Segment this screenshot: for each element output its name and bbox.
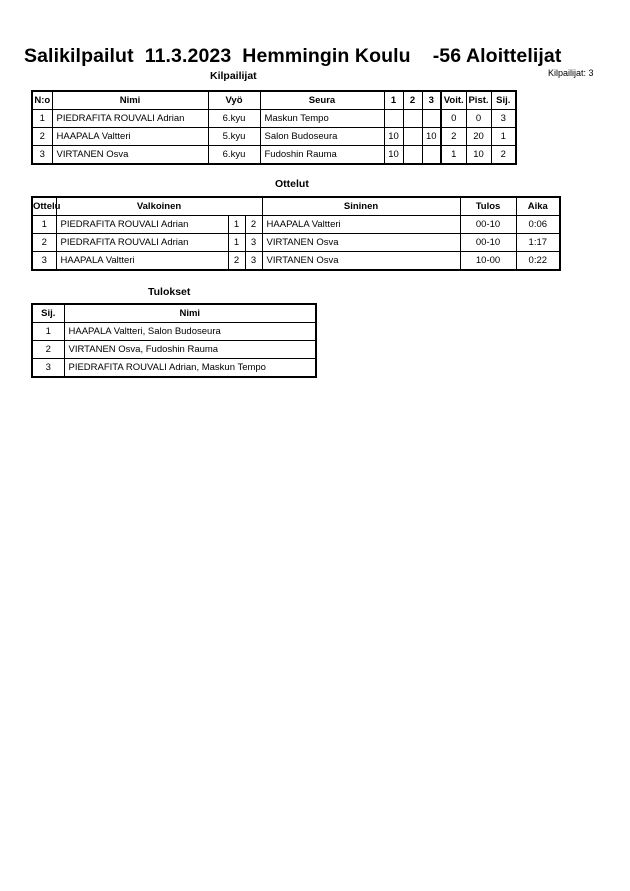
cell-belt: 5.kyu — [208, 128, 260, 146]
cell-blue-no: 3 — [245, 252, 262, 271]
cell-time: 0:22 — [516, 252, 560, 271]
cell-white-no: 1 — [228, 216, 245, 234]
matches-heading: Ottelut — [275, 178, 309, 190]
col-header: 3 — [422, 91, 441, 110]
table-row — [32, 146, 516, 165]
table-row — [32, 359, 316, 378]
cell-blue: VIRTANEN Osva — [262, 252, 460, 271]
col-header: Tulos — [460, 197, 516, 216]
cell-belt: 6.kyu — [208, 146, 260, 165]
table-row — [32, 110, 516, 128]
cell-wins: 1 — [441, 146, 466, 165]
cell-white-no: 2 — [228, 252, 245, 271]
table-row — [32, 234, 560, 252]
cell-club: Salon Budoseura — [260, 128, 384, 146]
page-title: Salikilpailut 11.3.2023 Hemmingin Koulu -56 Aloittelijat — [24, 45, 562, 67]
cell-white-no: 1 — [228, 234, 245, 252]
cell-club: Fudoshin Rauma — [260, 146, 384, 165]
col-header: Voit. — [441, 91, 466, 110]
cell-name-club: VIRTANEN Osva, Fudoshin Rauma — [64, 341, 316, 359]
cell-blue-no: 2 — [245, 216, 262, 234]
table-row — [32, 252, 560, 271]
table-row — [32, 341, 316, 359]
cell-white: PIEDRAFITA ROUVALI Adrian — [56, 234, 228, 252]
cell-score-1: 10 — [384, 128, 403, 146]
table-row — [32, 216, 560, 234]
cell-match-number: 1 — [32, 216, 56, 234]
col-header: Vyö — [208, 91, 260, 110]
cell-blue: HAAPALA Valtteri — [262, 216, 460, 234]
col-header: Ottelu — [32, 197, 56, 216]
cell-points: 20 — [466, 128, 491, 146]
col-header: N:o — [32, 91, 52, 110]
cell-club: Maskun Tempo — [260, 110, 384, 128]
col-header: Sij. — [32, 304, 64, 323]
cell-name: PIEDRAFITA ROUVALI Adrian — [52, 110, 208, 128]
cell-score-1 — [384, 110, 403, 128]
cell-score-2 — [403, 146, 422, 165]
results-heading: Tulokset — [148, 286, 191, 298]
col-header: Pist. — [466, 91, 491, 110]
cell-name: HAAPALA Valtteri — [52, 128, 208, 146]
cell-blue: VIRTANEN Osva — [262, 234, 460, 252]
col-header: Nimi — [64, 304, 316, 323]
cell-score-3 — [422, 110, 441, 128]
competitors-heading: Kilpailijat — [210, 70, 257, 82]
cell-white: HAAPALA Valtteri — [56, 252, 228, 271]
cell-result: 00-10 — [460, 234, 516, 252]
cell-number: 3 — [32, 146, 52, 165]
results-header-row — [32, 304, 316, 323]
cell-number: 2 — [32, 128, 52, 146]
cell-score-1: 10 — [384, 146, 403, 165]
cell-score-3: 10 — [422, 128, 441, 146]
participants-count: Kilpailijat: 3 — [548, 68, 594, 78]
cell-time: 0:06 — [516, 216, 560, 234]
cell-white: PIEDRAFITA ROUVALI Adrian — [56, 216, 228, 234]
cell-wins: 0 — [441, 110, 466, 128]
cell-wins: 2 — [441, 128, 466, 146]
cell-score-3 — [422, 146, 441, 165]
matches-table — [31, 196, 561, 271]
cell-match-number: 3 — [32, 252, 56, 271]
col-header: Valkoinen — [56, 197, 262, 216]
competitors-table — [31, 90, 517, 165]
table-row — [32, 128, 516, 146]
cell-points: 10 — [466, 146, 491, 165]
cell-rank: 3 — [491, 110, 516, 128]
col-header: Seura — [260, 91, 384, 110]
cell-number: 1 — [32, 110, 52, 128]
cell-rank: 3 — [32, 359, 64, 378]
cell-result: 10-00 — [460, 252, 516, 271]
col-header: Aika — [516, 197, 560, 216]
cell-belt: 6.kyu — [208, 110, 260, 128]
cell-score-2 — [403, 110, 422, 128]
cell-score-2 — [403, 128, 422, 146]
competitors-header-row — [32, 91, 516, 110]
cell-match-number: 2 — [32, 234, 56, 252]
col-header: Sij. — [491, 91, 516, 110]
cell-rank: 2 — [491, 146, 516, 165]
cell-time: 1:17 — [516, 234, 560, 252]
col-header: Nimi — [52, 91, 208, 110]
col-header: 2 — [403, 91, 422, 110]
cell-result: 00-10 — [460, 216, 516, 234]
cell-name: VIRTANEN Osva — [52, 146, 208, 165]
cell-points: 0 — [466, 110, 491, 128]
cell-rank: 2 — [32, 341, 64, 359]
cell-name-club: PIEDRAFITA ROUVALI Adrian, Maskun Tempo — [64, 359, 316, 378]
cell-rank: 1 — [32, 323, 64, 341]
table-row — [32, 323, 316, 341]
matches-header-row — [32, 197, 560, 216]
cell-rank: 1 — [491, 128, 516, 146]
cell-blue-no: 3 — [245, 234, 262, 252]
cell-name-club: HAAPALA Valtteri, Salon Budoseura — [64, 323, 316, 341]
col-header: 1 — [384, 91, 403, 110]
col-header: Sininen — [262, 197, 460, 216]
results-table — [31, 303, 317, 378]
